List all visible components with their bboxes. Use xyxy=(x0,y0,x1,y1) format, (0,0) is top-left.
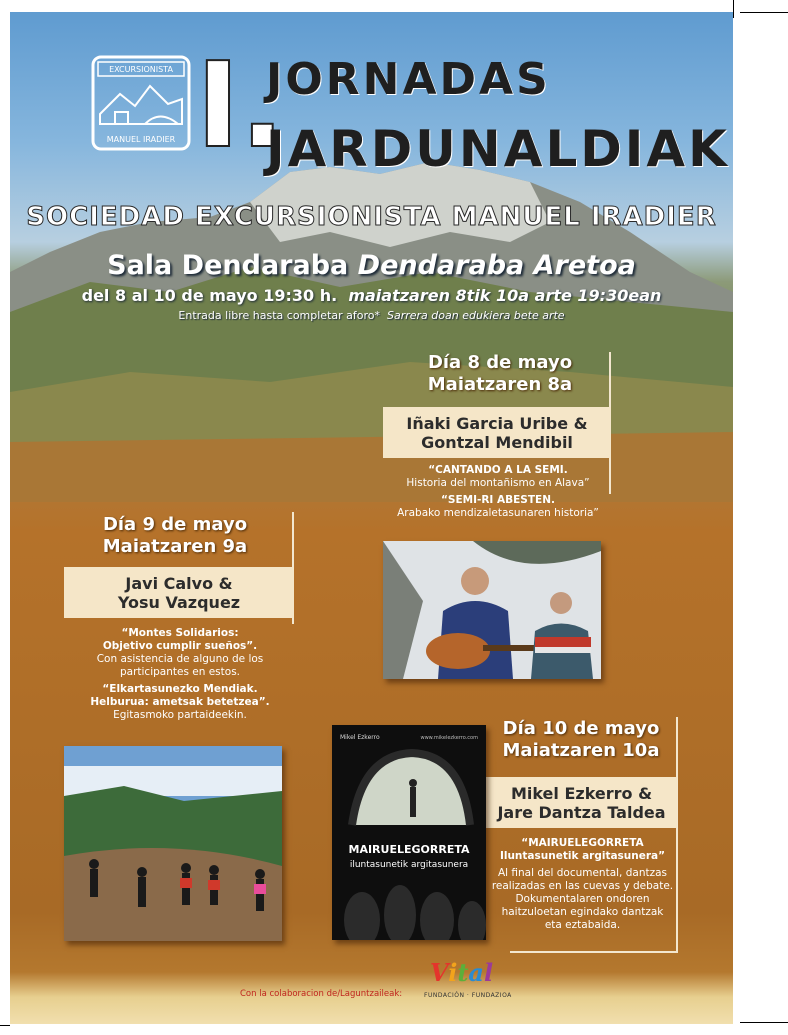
crop-mark xyxy=(0,1025,10,1026)
edition-numeral: I. xyxy=(196,36,285,174)
cover-url: www.mikelezkerro.com xyxy=(420,735,478,741)
day10-speakers xyxy=(486,777,677,828)
day8-photo xyxy=(383,541,601,679)
day9-description xyxy=(60,627,300,722)
day8-description xyxy=(378,464,618,520)
vital-logo: Vital xyxy=(430,958,494,987)
crop-mark xyxy=(733,0,734,18)
day8-date-eu: Maiatzaren 8a xyxy=(427,374,573,395)
crop-mark xyxy=(740,1022,788,1023)
day9-title-es-1: “Montes Solidarios: xyxy=(121,627,239,639)
day8-title-es: “CANTANDO A LA SEMI. xyxy=(428,464,568,476)
cover-title: MAIRUELEGORRETA xyxy=(348,843,470,856)
day9-date-eu: Maiatzaren 9a xyxy=(102,536,248,557)
day10-desc-eu-1: Dokumentalaren ondoren xyxy=(515,893,650,905)
day10-desc-es-2: realizadas en las cuevas y debate. xyxy=(491,880,674,892)
day10-description xyxy=(490,837,675,932)
cave-cover-image xyxy=(332,725,486,940)
dates-es: del 8 al 10 de mayo 19:30 h. xyxy=(81,286,338,305)
venue-eu: Dendaraba Aretoa xyxy=(357,250,636,281)
entry-es: Entrada libre hasta completar aforo* xyxy=(178,309,380,322)
entry-eu: Sarrera doan edukiera bete arte xyxy=(387,309,565,322)
title-jardunaldiak: JARDUNALDIAK xyxy=(266,120,730,178)
day10-speaker-2: Jare Dantza Taldea xyxy=(497,802,666,822)
day9-speaker-1: Javi Calvo & xyxy=(125,573,233,593)
vital-subtitle: FUNDACIÓN · FUNDAZIOA xyxy=(424,992,512,999)
day9-title-es-2: Objetivo cumplir sueños”. xyxy=(102,640,258,652)
venue-es: Sala Dendaraba xyxy=(107,250,349,281)
club-logo xyxy=(90,54,192,152)
day9-speaker-2: Yosu Vazquez xyxy=(117,592,241,612)
day8-speaker-2: Gontzal Mendibil xyxy=(421,432,573,452)
day8-speakers xyxy=(383,407,611,458)
day9-heading xyxy=(60,514,290,558)
event-dates xyxy=(10,286,733,305)
poster xyxy=(10,12,733,1024)
day8-speaker-1: Iñaki Garcia Uribe & xyxy=(406,413,588,433)
day8-subtitle-eu: Arabako mendizaletasunaren historia” xyxy=(397,507,599,519)
day9-speakers xyxy=(64,567,294,618)
guitar-players-image xyxy=(383,541,601,679)
day10-desc-es-1: Al final del documental, dantzas xyxy=(497,867,668,879)
day10-title-2: Iluntasunetik argitasunera” xyxy=(499,850,666,862)
day10-desc-eu-2: haitzuloetan egindako dantzak xyxy=(501,906,664,918)
day10-title-1: “MAIRUELEGORRETA xyxy=(521,837,644,849)
title-jornadas: JORNADAS xyxy=(266,54,551,105)
day10-divider xyxy=(676,717,678,953)
day8-title-eu: “SEMI-RI ABESTEN. xyxy=(441,494,555,506)
collaboration-note: Con la colaboracion de/Laguntzaileak: xyxy=(240,989,403,999)
venue-title xyxy=(10,250,733,281)
day9-desc-eu: Egitasmoko partaideekin. xyxy=(113,709,247,721)
day10-heading xyxy=(486,718,676,762)
day8-date-es: Día 8 de mayo xyxy=(427,352,573,373)
dates-eu: maiatzaren 8tik 10a arte 19:30ean xyxy=(348,286,662,305)
crop-mark xyxy=(740,12,788,13)
cover-subtitle: iluntasunetik argitasunera xyxy=(349,860,469,870)
society-name: SOCIEDAD EXCURSIONISTA MANUEL IRADIER xyxy=(26,202,717,232)
day9-desc-es-2: participantes en estos. xyxy=(119,666,240,678)
day10-desc-eu-3: eta eztabaida. xyxy=(544,919,621,931)
day10-date-eu: Maiatzaren 10a xyxy=(502,740,660,761)
day9-desc-es-1: Con asistencia de alguno de los xyxy=(96,653,264,665)
hikers-image xyxy=(64,746,282,941)
logo-top-text: EXCURSIONISTA xyxy=(109,65,173,74)
day9-title-eu-2: Helburua: ametsak betetzea”. xyxy=(90,696,270,708)
day10-bottom-rule xyxy=(510,951,678,953)
day8-heading xyxy=(390,352,610,396)
logo-bottom-text: MANUEL IRADIER xyxy=(106,135,176,144)
day10-speaker-1: Mikel Ezkerro & xyxy=(510,783,653,803)
day9-photo xyxy=(64,746,282,941)
day9-title-eu-1: “Elkartasunezko Mendiak. xyxy=(102,683,258,695)
day8-subtitle-es: Historia del montañismo en Alava” xyxy=(406,477,590,489)
day10-date-es: Día 10 de mayo xyxy=(502,718,660,739)
day10-dvd-cover xyxy=(332,725,486,940)
cover-author: Mikel Ezkerro xyxy=(340,734,380,741)
entry-note xyxy=(10,309,733,322)
day9-date-es: Día 9 de mayo xyxy=(102,514,248,535)
